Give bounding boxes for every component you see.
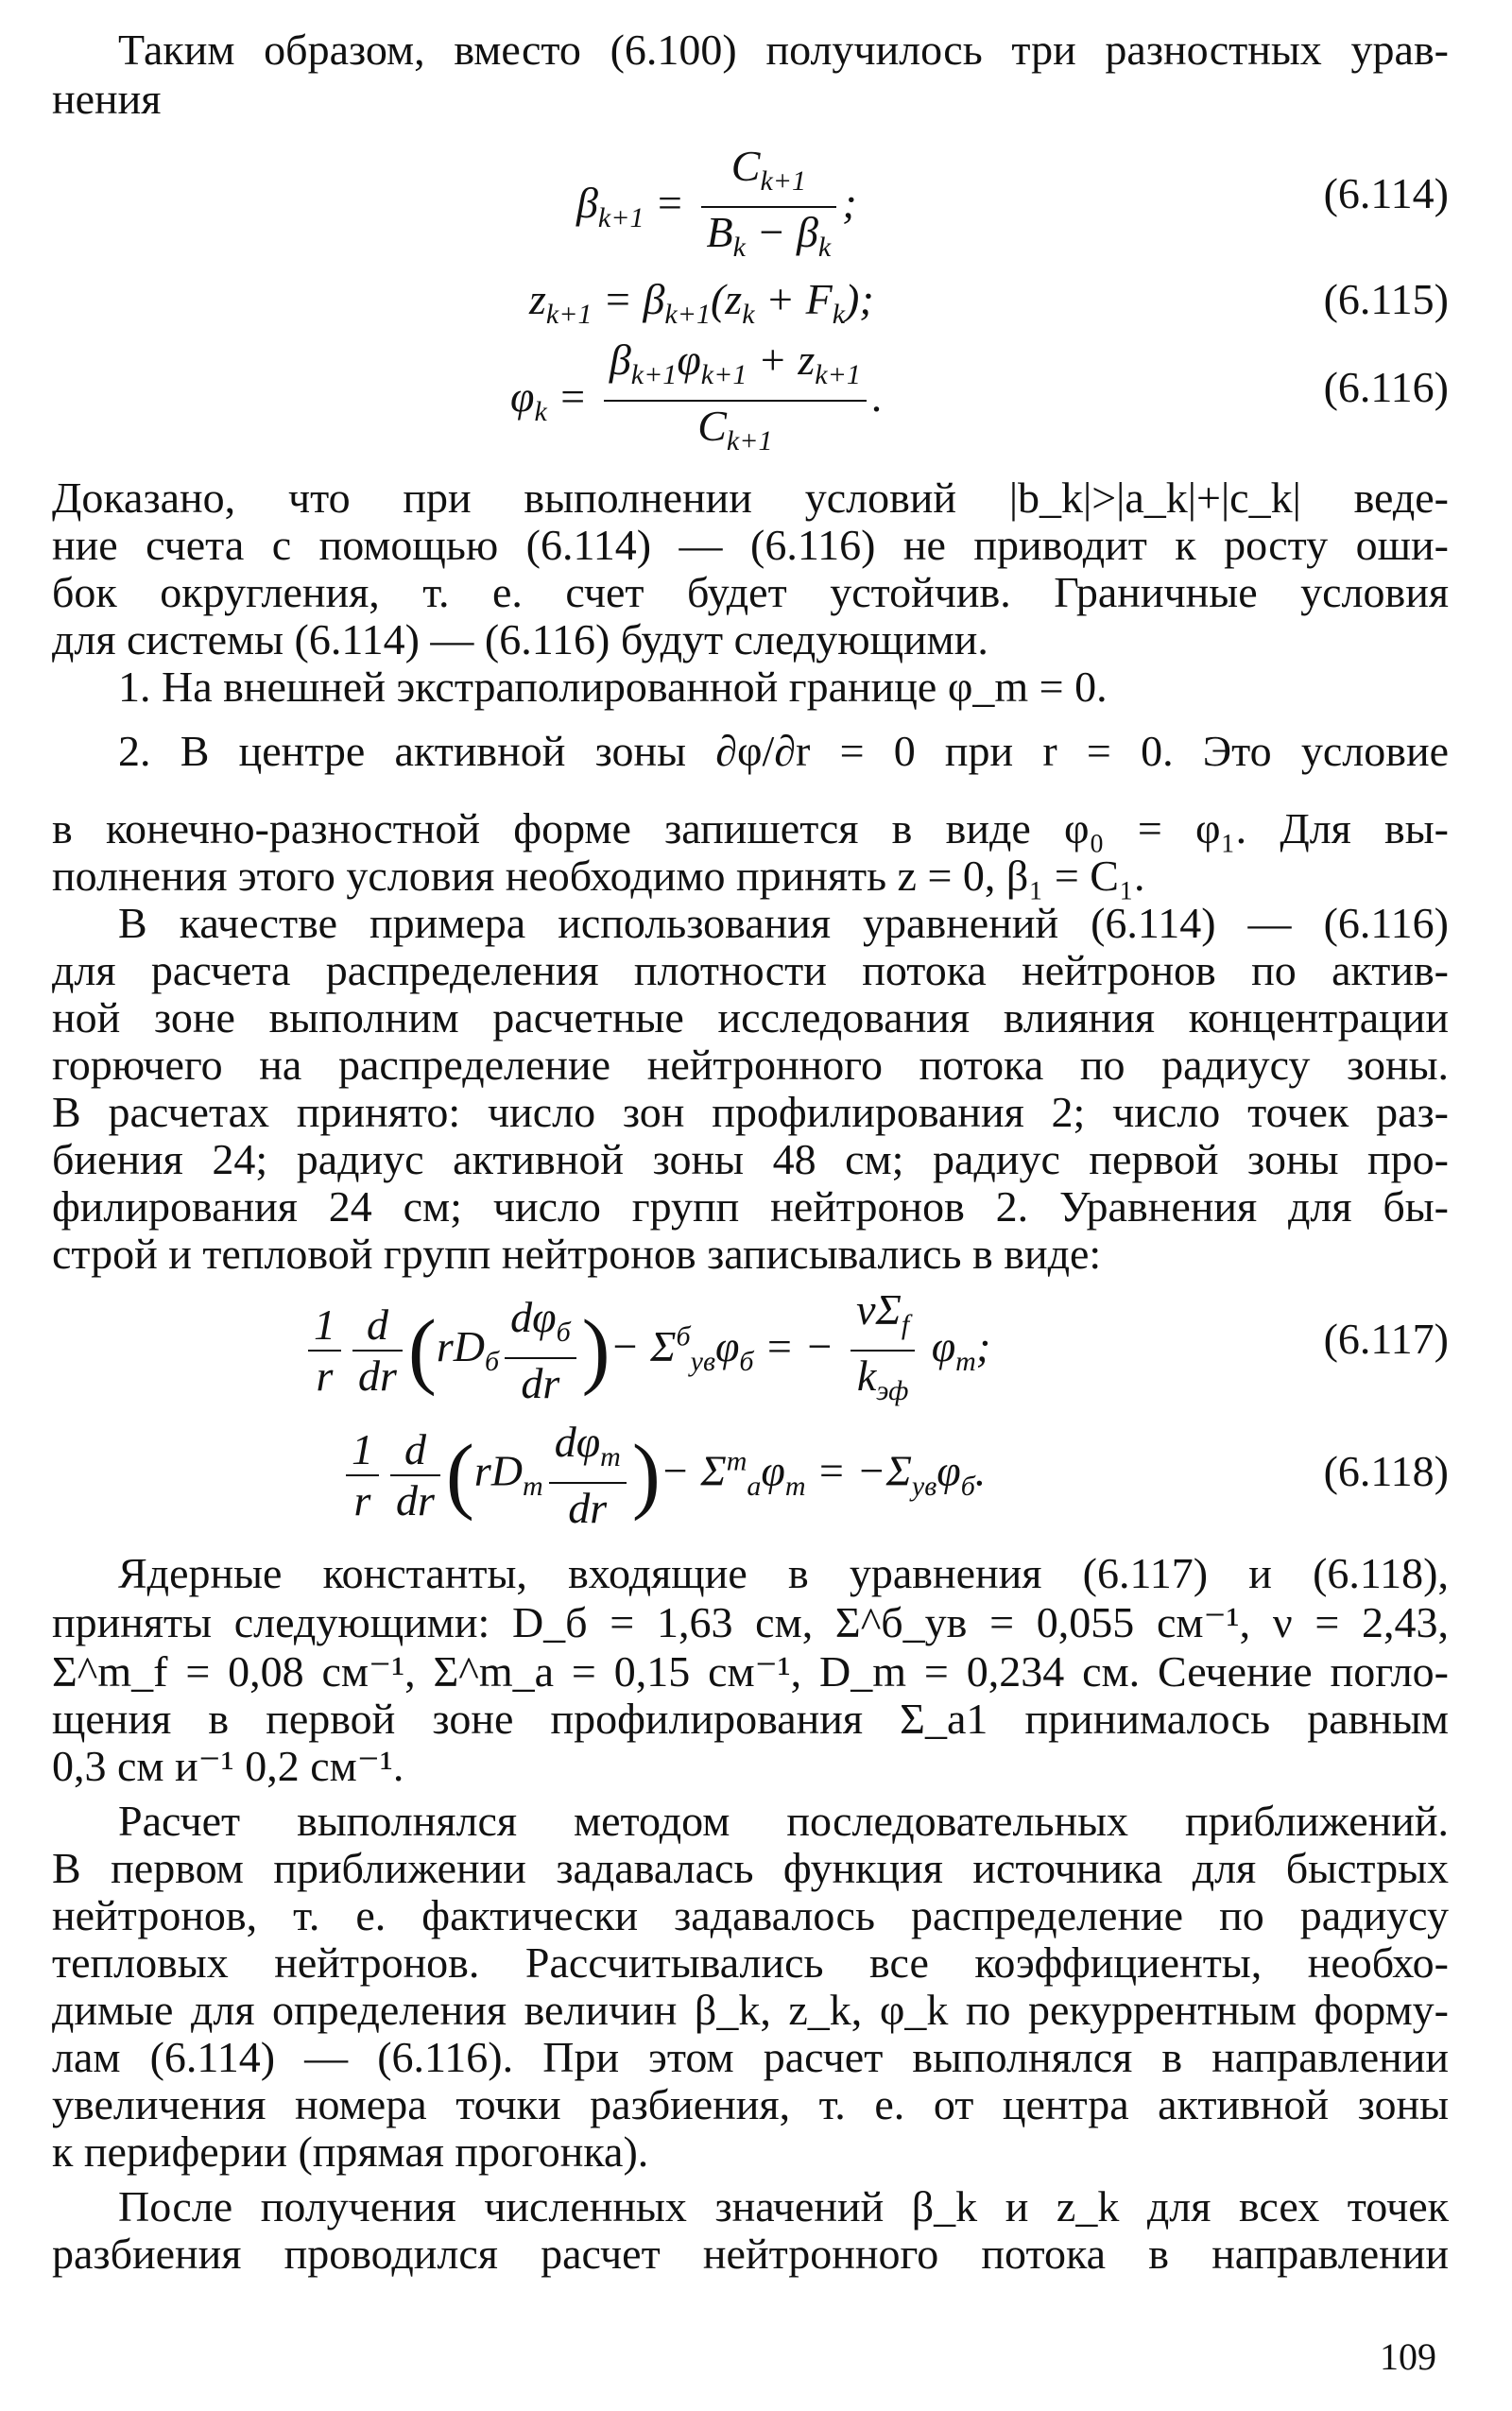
list-item-1: 1. На внешней экстраполированной границе φ_m = 0. — [118, 663, 1108, 711]
text-line: Расчет выполнялся методом последовательных приближений. — [118, 1797, 1449, 1845]
page-number: 109 — [1380, 2335, 1436, 2378]
text-line: филирования 24 см; число групп нейтронов 2. Уравнения для бы- — [52, 1182, 1449, 1231]
text-line: бок округления, т. е. счет будет устойчив. Граничные условия — [52, 568, 1449, 616]
equation-6-115: $z_{k+1} = \beta_{k+1}(z_k + F_k)$; (6.115) — [529, 275, 1449, 331]
text-line: Σ^m_f = 0,08 см⁻¹, Σ^m_a = 0,15 см⁻¹, D_m = 0,234 см. Сечение погло- — [52, 1647, 1449, 1696]
text-line: увеличения номера точки разбиения, т. е. от центра активной зоны — [52, 2080, 1449, 2128]
equation-number: (6.117) — [1323, 1315, 1449, 1363]
text-line: ной зоне выполним расчетные исследования влияния концентрации — [52, 993, 1449, 1042]
text-line: В первом приближении задавалась функция источника для быстрых — [52, 1844, 1449, 1892]
text-line: приняты следующими: D_б = 1,63 см, Σ^б_ув = 0,055 см⁻¹, ν = 2,43, — [52, 1598, 1449, 1646]
equation-6-116: $\varphi_k$ = $\frac{\beta_{k+1}\varphi_{k+1} + z_{k+1}}{C_{k+1}}$ . (6.116) — [510, 336, 1449, 457]
text-line: горючего на распределение нейтронного потока по радиусу зоны. — [52, 1041, 1449, 1089]
text-line: для расчета распределения плотности потока нейтронов по актив- — [52, 946, 1449, 994]
text-line: В качестве примера использования уравнений (6.114) — (6.116) — [118, 899, 1449, 947]
equation-number: (6.115) — [1323, 275, 1449, 323]
text-line: Доказано, что при выполнении условий |b_k|>|a_k|+|c_k| веде- — [52, 474, 1449, 522]
text-line: В расчетах принято: число зон профилирования 2; число точек раз- — [52, 1088, 1449, 1136]
text-line: тепловых нейтронов. Рассчитывались все коэффициенты, необхо- — [52, 1938, 1449, 1987]
text-line: строй и тепловой групп нейтронов записывались в виде: — [52, 1230, 1102, 1278]
equation-number: (6.116) — [1323, 363, 1449, 411]
text-line: Ядерные константы, входящие в уравнения (6.117) и (6.118), — [118, 1549, 1449, 1597]
text-line: в конечно-разностной форме запишется в виде φ₀ = φ₁. Для вы- — [52, 804, 1449, 852]
equation-6-114: $\beta_{k+1}$ = $\frac{C_{k+1}}{B_k - \beta_k}$ ; (6.114) — [576, 142, 1449, 264]
text-line: нения — [52, 75, 162, 123]
text-line: Таким образом, вместо (6.100) получилось три разностных урав- — [118, 26, 1449, 74]
text-line: димые для определения величин β_k, z_k, φ_k по рекуррентным форму- — [52, 1986, 1449, 2034]
text-line: ние счета с помощью (6.114) — (6.116) не приводит к росту оши- — [52, 521, 1449, 569]
text-line: для системы (6.114) — (6.116) будут следующими. — [52, 615, 988, 663]
text-line: полнения этого условия необходимо принять z = 0, β₁ = C₁. — [52, 852, 1145, 900]
text-line: к периферии (прямая прогонка). — [52, 2127, 649, 2176]
equation-6-118: $\frac{1}{r}$ $\frac{d}{dr}$ ($rD_m$ $\frac{d\varphi_m}{dr}$ )− $\Sigma^m_a\varphi_m = -\Sigma_{ув}\varphi_б$. (6.118) — [0, 1418, 1512, 1536]
equation-number: (6.114) — [1323, 169, 1449, 217]
text-line: щения в первой зоне профилирования Σ_a1 принималось равным — [52, 1695, 1449, 1743]
text-line: разбиения проводился расчет нейтронного потока в направлении — [52, 2230, 1449, 2278]
text-line: лам (6.114) — (6.116). При этом расчет выполнялся в направлении — [52, 2033, 1449, 2081]
list-item-2: 2. В центре активной зоны ∂φ/∂r = 0 при r = 0. Это условие — [118, 727, 1449, 775]
text-line: 0,3 см и⁻¹ 0,2 см⁻¹. — [52, 1742, 404, 1790]
text-line: биения 24; радиус активной зоны 48 см; радиус первой зоны про- — [52, 1135, 1449, 1183]
equation-number: (6.118) — [1323, 1447, 1449, 1495]
text-line: нейтронов, т. е. фактически задавалось распределение по радиусу — [52, 1891, 1449, 1939]
text-line: После получения численных значений β_k и z_k для всех точек — [118, 2182, 1449, 2230]
equation-6-117: $\frac{1}{r}$ $\frac{d}{dr}$ ($rD_б$ $\frac{d\varphi_б}{dr}$ )− $\Sigma^б_{ув}\varphi_б$ = − $\frac{\nu\Sigma_f}{k_{эф}}$ $\varphi_m$; (6.117) — [0, 1285, 1512, 1404]
